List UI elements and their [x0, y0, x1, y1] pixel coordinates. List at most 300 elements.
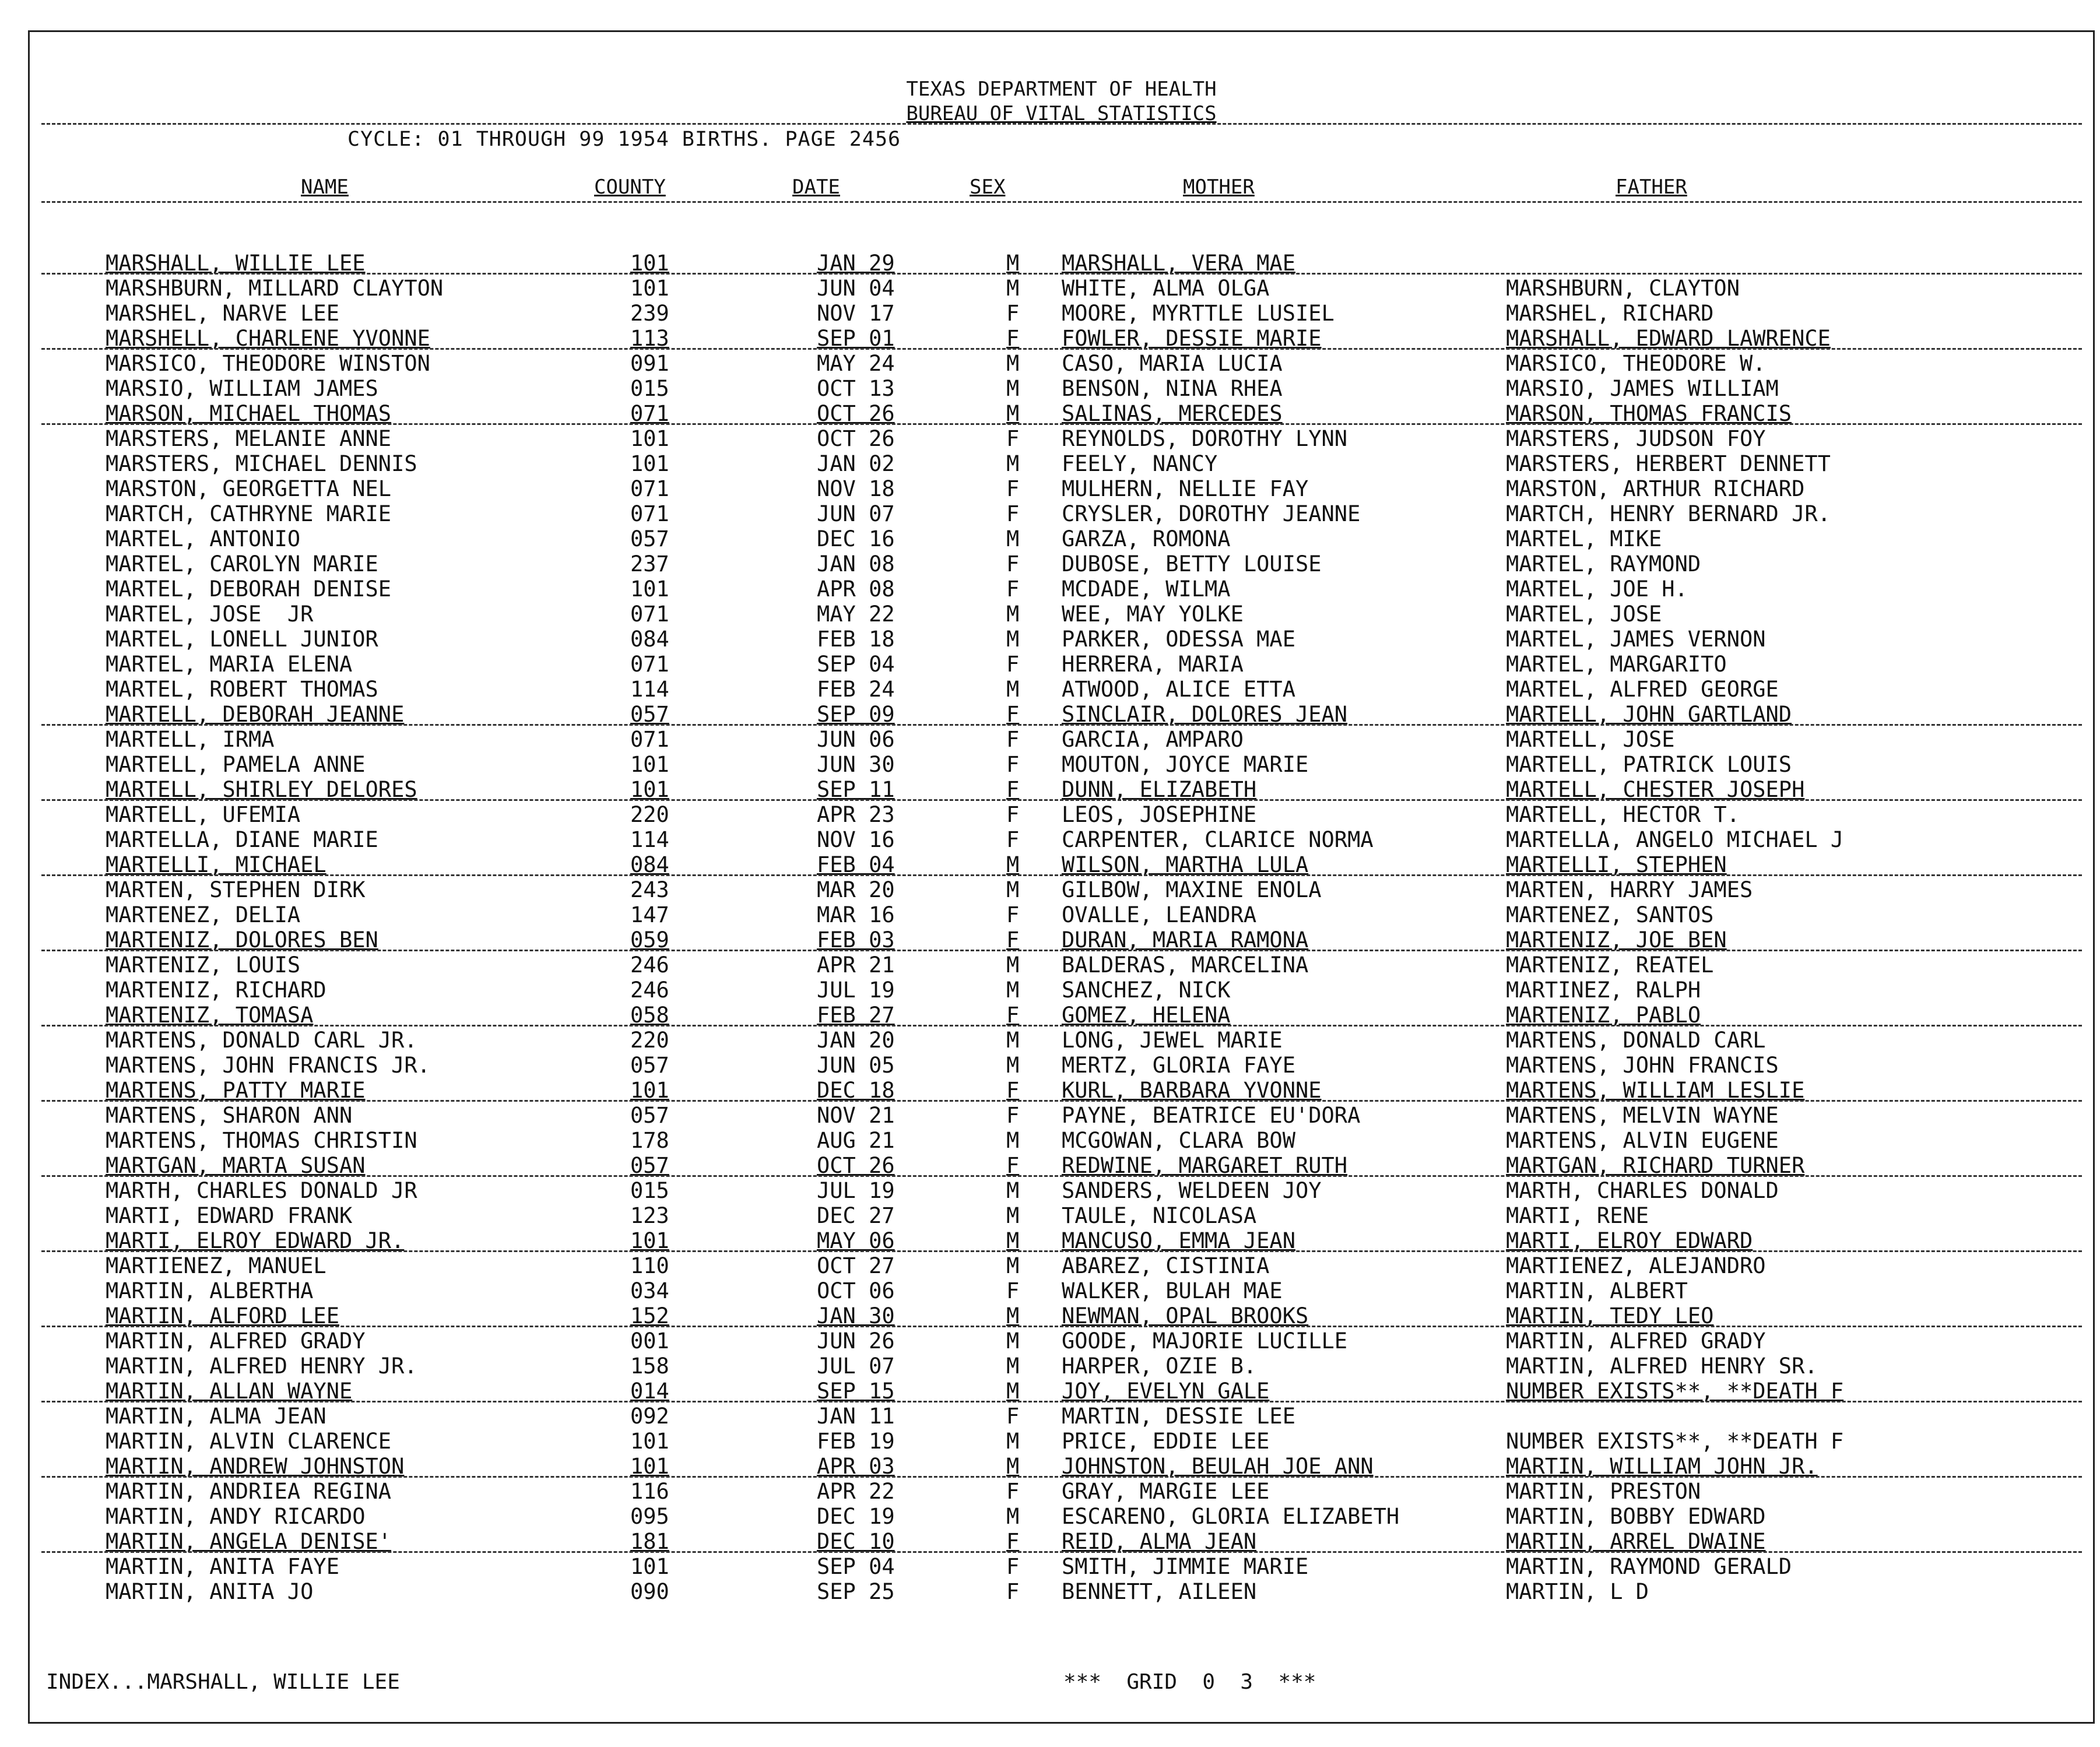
- table-row: [30, 1278, 2093, 1303]
- row-divider: [41, 1025, 2082, 1027]
- cell-name: MARTI, ELROY EDWARD JR.: [106, 1228, 405, 1253]
- table-row: [30, 326, 2093, 351]
- cell-father: MARTELLI, STEPHEN: [1506, 852, 1727, 877]
- cell-mother: MANCUSO, EMMA JEAN: [1062, 1228, 1295, 1253]
- cell-name: MARTEL, MARIA ELENA: [106, 652, 353, 677]
- cell-name: MARTEL, ROBERT THOMAS: [106, 677, 378, 702]
- cell-county: 071: [630, 401, 669, 426]
- cell-name: MARSIO, WILLIAM JAMES: [106, 376, 378, 401]
- cell-mother: FEELY, NANCY: [1062, 451, 1218, 476]
- cell-date: JAN 29: [817, 251, 895, 276]
- row-divider: [41, 1175, 2082, 1177]
- column-header-date: DATE: [792, 175, 840, 199]
- cell-county: 220: [630, 1028, 669, 1053]
- column-header-divider: [41, 201, 2082, 203]
- cell-mother: KURL, BARBARA YVONNE: [1062, 1078, 1322, 1103]
- cell-date: NOV 16: [817, 827, 895, 852]
- cell-date: MAY 06: [817, 1228, 895, 1253]
- cell-county: 091: [630, 351, 669, 376]
- cell-county: 071: [630, 727, 669, 752]
- cell-mother: BALDERAS, MARCELINA: [1062, 952, 1309, 978]
- cell-county: 113: [630, 326, 669, 351]
- cell-county: 246: [630, 952, 669, 978]
- table-row: [30, 852, 2093, 877]
- cell-mother: CARPENTER, CLARICE NORMA: [1062, 827, 1374, 852]
- cell-date: SEP 09: [817, 702, 895, 727]
- cell-mother: BENNETT, AILEEN: [1062, 1579, 1257, 1604]
- cell-mother: ABAREZ, CISTINIA: [1062, 1253, 1270, 1278]
- cell-name: MARTENS, JOHN FRANCIS JR.: [106, 1053, 430, 1078]
- column-header-name: NAME: [301, 175, 349, 199]
- row-divider: [41, 1326, 2082, 1327]
- cell-sex: F: [1006, 702, 1020, 727]
- cell-date: OCT 13: [817, 376, 895, 401]
- cell-father: MARTEL, JOE H.: [1506, 577, 1688, 602]
- cell-name: MARSHBURN, MILLARD CLAYTON: [106, 276, 444, 301]
- table-row: [30, 1003, 2093, 1028]
- cell-date: AUG 21: [817, 1128, 895, 1153]
- cell-date: JUN 05: [817, 1053, 895, 1078]
- cell-date: FEB 18: [817, 627, 895, 652]
- cell-date: OCT 06: [817, 1278, 895, 1303]
- cell-sex: M: [1006, 1128, 1020, 1153]
- table-row: [30, 1504, 2093, 1529]
- cell-father: MARTH, CHARLES DONALD: [1506, 1178, 1779, 1203]
- cell-sex: M: [1006, 677, 1020, 702]
- cell-sex: M: [1006, 1379, 1020, 1404]
- cell-date: JAN 11: [817, 1404, 895, 1429]
- cell-father: MARSTERS, HERBERT DENNETT: [1506, 451, 1831, 476]
- cell-father: MARTIN, ALBERT: [1506, 1278, 1688, 1303]
- cell-father: NUMBER EXISTS**, **DEATH F: [1506, 1379, 1844, 1404]
- cell-county: 239: [630, 301, 669, 326]
- cell-sex: M: [1006, 1354, 1020, 1379]
- row-divider: [41, 874, 2082, 876]
- cell-mother: MULHERN, NELLIE FAY: [1062, 476, 1309, 501]
- cell-county: 181: [630, 1529, 669, 1554]
- cell-father: MARTELL, JOHN GARTLAND: [1506, 702, 1792, 727]
- cell-name: MARTENS, PATTY MARIE: [106, 1078, 366, 1103]
- cell-name: MARTIN, ALBERTHA: [106, 1278, 314, 1303]
- cell-date: JAN 30: [817, 1303, 895, 1328]
- cell-sex: M: [1006, 978, 1020, 1003]
- table-row: [30, 677, 2093, 702]
- cell-name: MARTELL, SHIRLEY DELORES: [106, 777, 417, 802]
- cell-county: 057: [630, 526, 669, 551]
- cell-date: OCT 26: [817, 401, 895, 426]
- cell-mother: MARTIN, DESSIE LEE: [1062, 1404, 1295, 1429]
- cell-father: MARSON, THOMAS FRANCIS: [1506, 401, 1792, 426]
- cell-name: MARTGAN, MARTA SUSAN: [106, 1153, 366, 1178]
- cell-county: 092: [630, 1404, 669, 1429]
- cell-name: MARTIN, ALFRED HENRY JR.: [106, 1354, 417, 1379]
- row-divider: [41, 799, 2082, 801]
- cell-father: MARTIN, WILLIAM JOHN JR.: [1506, 1454, 1818, 1479]
- cell-sex: M: [1006, 451, 1020, 476]
- cell-sex: M: [1006, 1454, 1020, 1479]
- cell-sex: M: [1006, 1053, 1020, 1078]
- cell-date: NOV 21: [817, 1103, 895, 1128]
- table-row: [30, 1253, 2093, 1278]
- cell-mother: MCDADE, WILMA: [1062, 577, 1231, 602]
- cell-father: MARTIN, RAYMOND GERALD: [1506, 1554, 1792, 1579]
- cell-county: 101: [630, 777, 669, 802]
- cell-father: MARTELL, JOSE: [1506, 727, 1675, 752]
- cell-county: 147: [630, 902, 669, 927]
- cell-sex: F: [1006, 1003, 1020, 1028]
- table-row: [30, 301, 2093, 326]
- cycle-line: CYCLE: 01 THROUGH 99 1954 BIRTHS. PAGE 2456: [347, 128, 901, 151]
- grid-footer: *** GRID 0 3 ***: [1063, 1670, 1316, 1694]
- cell-mother: WHITE, ALMA OLGA: [1062, 276, 1270, 301]
- cell-father: MARTIENEZ, ALEJANDRO: [1506, 1253, 1766, 1278]
- cell-sex: F: [1006, 902, 1020, 927]
- cell-sex: F: [1006, 777, 1020, 802]
- table-row: [30, 1354, 2093, 1379]
- header-divider: [41, 123, 2082, 125]
- cell-date: SEP 11: [817, 777, 895, 802]
- cell-county: 237: [630, 551, 669, 577]
- cell-father: MARTIN, ALFRED GRADY: [1506, 1328, 1766, 1354]
- table-row: [30, 351, 2093, 376]
- cell-name: MARTIN, ALMA JEAN: [106, 1404, 326, 1429]
- cell-sex: M: [1006, 1253, 1020, 1278]
- cell-date: JUL 07: [817, 1354, 895, 1379]
- cell-date: DEC 19: [817, 1504, 895, 1529]
- cell-county: 220: [630, 802, 669, 827]
- cell-sex: F: [1006, 1278, 1020, 1303]
- cell-name: MARTEL, DEBORAH DENISE: [106, 577, 392, 602]
- cell-county: 058: [630, 1003, 669, 1028]
- cell-sex: M: [1006, 1429, 1020, 1454]
- cell-county: 071: [630, 652, 669, 677]
- cell-county: 071: [630, 602, 669, 627]
- cell-date: JUN 26: [817, 1328, 895, 1354]
- cell-name: MARSTERS, MELANIE ANNE: [106, 426, 392, 451]
- cell-mother: SANDERS, WELDEEN JOY: [1062, 1178, 1322, 1203]
- cell-date: JAN 08: [817, 551, 895, 577]
- cell-county: 101: [630, 1228, 669, 1253]
- table-row: [30, 401, 2093, 426]
- cell-father: MARTIN, PRESTON: [1506, 1479, 1701, 1504]
- cell-sex: F: [1006, 1579, 1020, 1604]
- cell-sex: F: [1006, 802, 1020, 827]
- cell-county: 114: [630, 827, 669, 852]
- cell-sex: M: [1006, 1504, 1020, 1529]
- cell-name: MARTIN, ANDREW JOHNSTON: [106, 1454, 405, 1479]
- cell-sex: M: [1006, 852, 1020, 877]
- cell-father: MARSIO, JAMES WILLIAM: [1506, 376, 1779, 401]
- cell-sex: F: [1006, 1078, 1020, 1103]
- cell-father: MARTELL, CHESTER JOSEPH: [1506, 777, 1805, 802]
- cell-father: MARTENS, WILLIAM LESLIE: [1506, 1078, 1805, 1103]
- cell-mother: LEOS, JOSEPHINE: [1062, 802, 1257, 827]
- cell-sex: M: [1006, 1178, 1020, 1203]
- cell-name: MARSTON, GEORGETTA NEL: [106, 476, 392, 501]
- cell-father: MARTIN, BOBBY EDWARD: [1506, 1504, 1766, 1529]
- cell-name: MARTIN, ANITA JO: [106, 1579, 314, 1604]
- cell-mother: WALKER, BULAH MAE: [1062, 1278, 1283, 1303]
- cell-sex: M: [1006, 1028, 1020, 1053]
- cell-date: SEP 25: [817, 1579, 895, 1604]
- column-header-father: FATHER: [1616, 175, 1687, 199]
- table-row: [30, 276, 2093, 301]
- table-row: [30, 1128, 2093, 1153]
- cell-date: DEC 27: [817, 1203, 895, 1228]
- cell-father: MARTENIZ, REATEL: [1506, 952, 1714, 978]
- cell-county: 034: [630, 1278, 669, 1303]
- cell-county: 116: [630, 1479, 669, 1504]
- cell-mother: CRYSLER, DOROTHY JEANNE: [1062, 501, 1361, 526]
- cell-date: MAR 16: [817, 902, 895, 927]
- cell-sex: F: [1006, 752, 1020, 777]
- table-row: [30, 1153, 2093, 1178]
- cell-mother: GARCIA, AMPARO: [1062, 727, 1244, 752]
- cell-father: MARTINEZ, RALPH: [1506, 978, 1701, 1003]
- printout-page: [28, 30, 2095, 1724]
- cell-mother: TAULE, NICOLASA: [1062, 1203, 1257, 1228]
- cell-father: MARTEL, MIKE: [1506, 526, 1662, 551]
- cell-sex: M: [1006, 627, 1020, 652]
- table-row: [30, 902, 2093, 927]
- cell-name: MARTELL, DEBORAH JEANNE: [106, 702, 405, 727]
- cell-sex: M: [1006, 1303, 1020, 1328]
- cell-sex: F: [1006, 501, 1020, 526]
- cell-name: MARTIN, ALFRED GRADY: [106, 1328, 366, 1354]
- cell-county: 110: [630, 1253, 669, 1278]
- cell-name: MARTENEZ, DELIA: [106, 902, 301, 927]
- table-row: [30, 1529, 2093, 1554]
- table-row: [30, 1228, 2093, 1253]
- cell-mother: WEE, MAY YOLKE: [1062, 602, 1244, 627]
- cell-mother: MOORE, MYRTTLE LUSIEL: [1062, 301, 1335, 326]
- cell-sex: F: [1006, 1103, 1020, 1128]
- cell-county: 057: [630, 1053, 669, 1078]
- cell-sex: M: [1006, 526, 1020, 551]
- cell-county: 123: [630, 1203, 669, 1228]
- cell-mother: REID, ALMA JEAN: [1062, 1529, 1257, 1554]
- cell-father: MARTENIZ, JOE BEN: [1506, 927, 1727, 952]
- table-row: [30, 752, 2093, 777]
- cell-sex: M: [1006, 602, 1020, 627]
- cell-date: FEB 24: [817, 677, 895, 702]
- cell-sex: F: [1006, 1153, 1020, 1178]
- cell-father: MARSICO, THEODORE W.: [1506, 351, 1766, 376]
- cell-county: 158: [630, 1354, 669, 1379]
- cell-mother: FOWLER, DESSIE MARIE: [1062, 326, 1322, 351]
- cell-sex: F: [1006, 652, 1020, 677]
- cell-county: 101: [630, 451, 669, 476]
- cell-sex: M: [1006, 1203, 1020, 1228]
- row-divider: [41, 423, 2082, 425]
- cell-county: 114: [630, 677, 669, 702]
- cell-mother: SALINAS, MERCEDES: [1062, 401, 1283, 426]
- cell-date: DEC 18: [817, 1078, 895, 1103]
- cell-date: JUN 06: [817, 727, 895, 752]
- cell-name: MARSHEL, NARVE LEE: [106, 301, 339, 326]
- cell-name: MARTENS, DONALD CARL JR.: [106, 1028, 417, 1053]
- cell-county: 101: [630, 426, 669, 451]
- cell-mother: NEWMAN, OPAL BROOKS: [1062, 1303, 1309, 1328]
- cell-date: NOV 18: [817, 476, 895, 501]
- table-row: [30, 952, 2093, 978]
- cell-sex: F: [1006, 426, 1020, 451]
- table-row: [30, 1328, 2093, 1354]
- cell-name: MARTH, CHARLES DONALD JR: [106, 1178, 417, 1203]
- cell-date: JUN 07: [817, 501, 895, 526]
- cell-father: MARTI, ELROY EDWARD: [1506, 1228, 1753, 1253]
- table-row: [30, 1103, 2093, 1128]
- cell-father: MARSHEL, RICHARD: [1506, 301, 1714, 326]
- row-divider: [41, 1476, 2082, 1478]
- cell-father: MARTELL, PATRICK LOUIS: [1506, 752, 1792, 777]
- cell-sex: M: [1006, 251, 1020, 276]
- cell-sex: F: [1006, 551, 1020, 577]
- cell-father: MARTI, RENE: [1506, 1203, 1649, 1228]
- cell-father: MARTIN, L D: [1506, 1579, 1649, 1604]
- cell-date: SEP 15: [817, 1379, 895, 1404]
- cell-mother: ATWOOD, ALICE ETTA: [1062, 677, 1295, 702]
- table-row: [30, 827, 2093, 852]
- cell-sex: F: [1006, 827, 1020, 852]
- cell-mother: REYNOLDS, DOROTHY LYNN: [1062, 426, 1348, 451]
- cell-sex: F: [1006, 326, 1020, 351]
- cell-sex: M: [1006, 401, 1020, 426]
- cell-county: 015: [630, 376, 669, 401]
- cell-date: SEP 04: [817, 652, 895, 677]
- cell-mother: REDWINE, MARGARET RUTH: [1062, 1153, 1348, 1178]
- cell-mother: GRAY, MARGIE LEE: [1062, 1479, 1270, 1504]
- cell-mother: DURAN, MARIA RAMONA: [1062, 927, 1309, 952]
- cell-father: MARSHBURN, CLAYTON: [1506, 276, 1740, 301]
- table-row: [30, 1429, 2093, 1454]
- cell-name: MARTIN, ANGELA DENISE': [106, 1529, 392, 1554]
- cell-sex: M: [1006, 1328, 1020, 1354]
- cell-mother: LONG, JEWEL MARIE: [1062, 1028, 1283, 1053]
- cell-date: APR 08: [817, 577, 895, 602]
- cell-mother: DUBOSE, BETTY LOUISE: [1062, 551, 1322, 577]
- cell-mother: JOHNSTON, BEULAH JOE ANN: [1062, 1454, 1374, 1479]
- cell-name: MARSHELL, CHARLENE YVONNE: [106, 326, 430, 351]
- table-row: [30, 451, 2093, 476]
- cell-sex: F: [1006, 1554, 1020, 1579]
- cell-name: MARTIN, ALLAN WAYNE: [106, 1379, 353, 1404]
- cell-father: MARTENS, JOHN FRANCIS: [1506, 1053, 1779, 1078]
- table-row: [30, 577, 2093, 602]
- table-row: [30, 1303, 2093, 1328]
- cell-sex: F: [1006, 1479, 1020, 1504]
- cell-name: MARSHALL, WILLIE LEE: [106, 251, 366, 276]
- cell-name: MARTI, EDWARD FRANK: [106, 1203, 353, 1228]
- cell-father: MARTEN, HARRY JAMES: [1506, 877, 1753, 902]
- cell-father: MARTENS, DONALD CARL: [1506, 1028, 1766, 1053]
- cell-father: MARSHALL, EDWARD LAWRENCE: [1506, 326, 1831, 351]
- cell-name: MARTELL, PAMELA ANNE: [106, 752, 366, 777]
- cell-mother: BENSON, NINA RHEA: [1062, 376, 1283, 401]
- cell-name: MARTELL, IRMA: [106, 727, 275, 752]
- cell-county: 101: [630, 752, 669, 777]
- cell-name: MARTIN, ANDRIEA REGINA: [106, 1479, 392, 1504]
- cell-mother: SANCHEZ, NICK: [1062, 978, 1231, 1003]
- cell-mother: CASO, MARIA LUCIA: [1062, 351, 1283, 376]
- cell-father: NUMBER EXISTS**, **DEATH F: [1506, 1429, 1844, 1454]
- cell-county: 057: [630, 1153, 669, 1178]
- table-row: [30, 251, 2093, 276]
- table-row: [30, 1404, 2093, 1429]
- cell-county: 246: [630, 978, 669, 1003]
- table-row: [30, 501, 2093, 526]
- cell-date: APR 21: [817, 952, 895, 978]
- cell-date: FEB 03: [817, 927, 895, 952]
- cell-date: APR 22: [817, 1479, 895, 1504]
- cell-county: 101: [630, 1429, 669, 1454]
- cell-date: JAN 02: [817, 451, 895, 476]
- cell-mother: WILSON, MARTHA LULA: [1062, 852, 1309, 877]
- table-row: [30, 1178, 2093, 1203]
- cell-county: 101: [630, 1078, 669, 1103]
- cell-date: JUL 19: [817, 1178, 895, 1203]
- table-row: [30, 1554, 2093, 1579]
- row-divider: [41, 724, 2082, 726]
- cell-county: 178: [630, 1128, 669, 1153]
- cell-name: MARTENIZ, LOUIS: [106, 952, 301, 978]
- cell-mother: MERTZ, GLORIA FAYE: [1062, 1053, 1295, 1078]
- cell-mother: GILBOW, MAXINE ENOLA: [1062, 877, 1322, 902]
- cell-father: MARSTON, ARTHUR RICHARD: [1506, 476, 1805, 501]
- cell-sex: M: [1006, 351, 1020, 376]
- cell-date: OCT 27: [817, 1253, 895, 1278]
- table-row: [30, 526, 2093, 551]
- cell-county: 084: [630, 627, 669, 652]
- cell-name: MARTENIZ, DOLORES BEN: [106, 927, 378, 952]
- cell-mother: ESCARENO, GLORIA ELIZABETH: [1062, 1504, 1400, 1529]
- cell-county: 014: [630, 1379, 669, 1404]
- cell-sex: M: [1006, 376, 1020, 401]
- cell-father: MARTEL, JOSE: [1506, 602, 1662, 627]
- cell-date: JUN 04: [817, 276, 895, 301]
- cell-county: 101: [630, 251, 669, 276]
- cell-father: MARTENEZ, SANTOS: [1506, 902, 1714, 927]
- cell-name: MARSON, MICHAEL THOMAS: [106, 401, 392, 426]
- cell-date: DEC 10: [817, 1529, 895, 1554]
- cell-county: 071: [630, 476, 669, 501]
- cell-father: MARTELL, HECTOR T.: [1506, 802, 1740, 827]
- header-title: TEXAS DEPARTMENT OF HEALTH: [906, 78, 1217, 101]
- cell-date: JAN 20: [817, 1028, 895, 1053]
- cell-mother: DUNN, ELIZABETH: [1062, 777, 1257, 802]
- cell-county: 101: [630, 1454, 669, 1479]
- cell-sex: F: [1006, 1404, 1020, 1429]
- cell-name: MARTELLI, MICHAEL: [106, 852, 326, 877]
- cell-date: NOV 17: [817, 301, 895, 326]
- cell-father: MARTIN, TEDY LEO: [1506, 1303, 1714, 1328]
- cell-name: MARTIN, ALFORD LEE: [106, 1303, 339, 1328]
- cell-date: FEB 19: [817, 1429, 895, 1454]
- cell-county: 001: [630, 1328, 669, 1354]
- table-row: [30, 727, 2093, 752]
- cell-name: MARTELLA, DIANE MARIE: [106, 827, 378, 852]
- cell-mother: OVALLE, LEANDRA: [1062, 902, 1257, 927]
- cell-mother: MOUTON, JOYCE MARIE: [1062, 752, 1309, 777]
- cell-date: FEB 27: [817, 1003, 895, 1028]
- cell-name: MARTENS, THOMAS CHRISTIN: [106, 1128, 417, 1153]
- table-row: [30, 777, 2093, 802]
- cell-date: APR 23: [817, 802, 895, 827]
- cell-sex: M: [1006, 877, 1020, 902]
- cell-sex: F: [1006, 476, 1020, 501]
- row-divider: [41, 1551, 2082, 1553]
- table-row: [30, 627, 2093, 652]
